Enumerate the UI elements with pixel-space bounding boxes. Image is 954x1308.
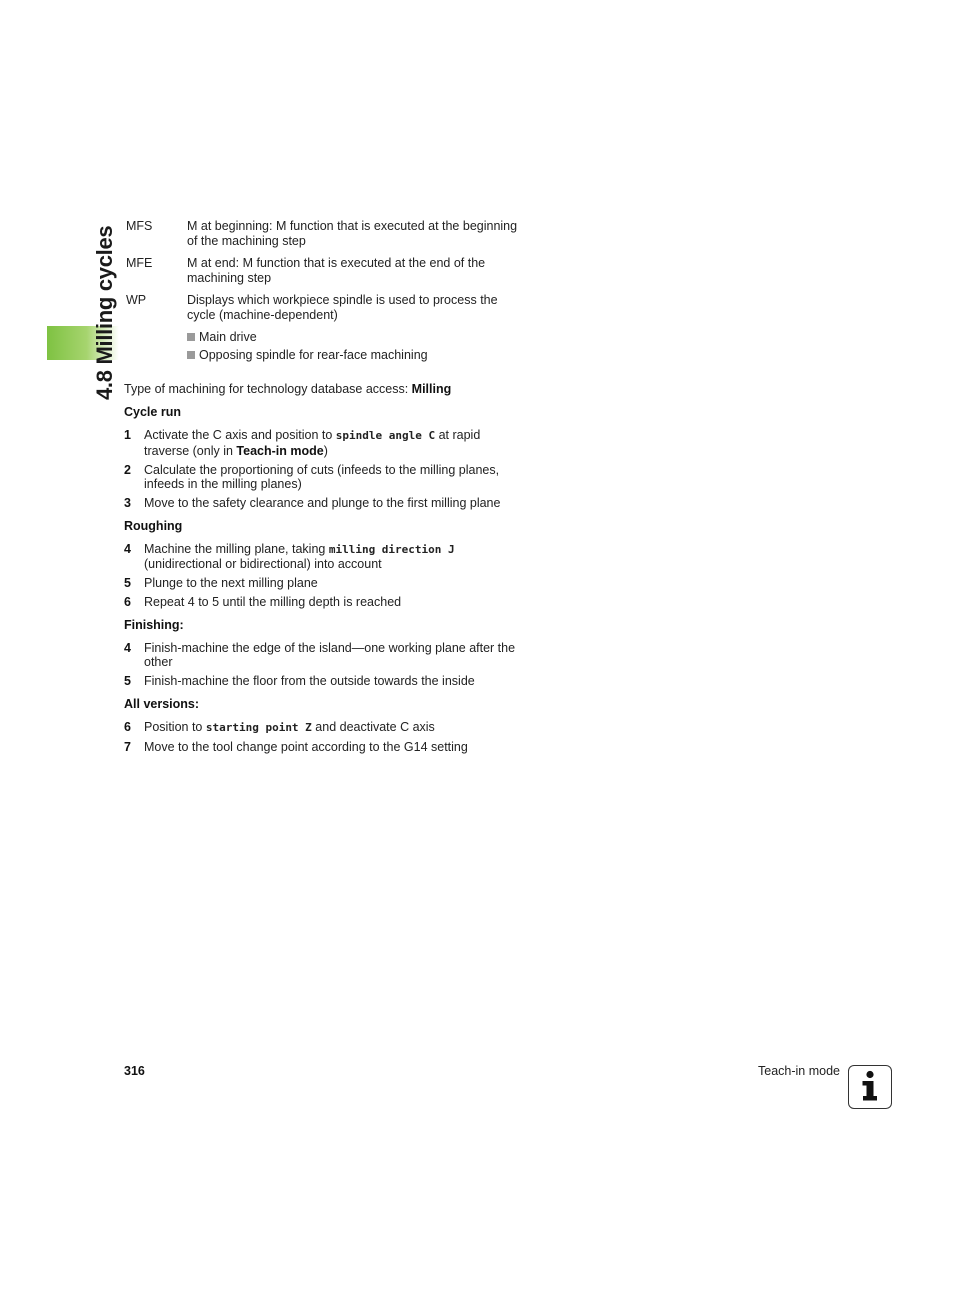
technology-value: Milling [411, 382, 452, 396]
step-number: 5 [124, 674, 131, 688]
parameter-description: Displays which workpiece spindle is used to process the cycle (machine-dependent) [187, 293, 498, 322]
chapter-label: Teach-in mode [758, 1064, 840, 1078]
page-number: 316 [124, 1064, 145, 1078]
heading-all-versions: All versions: [124, 696, 200, 711]
code-term: starting point Z [205, 720, 312, 734]
heading-finishing: Finishing: [124, 617, 184, 632]
step-number: 3 [124, 496, 131, 510]
technology-line: Type of machining for technology database access: Milling [124, 382, 452, 396]
step-item [124, 542, 524, 572]
step-text: Finish-machine the floor from the outside towards the inside [144, 674, 475, 688]
info-icon [848, 1065, 892, 1109]
list-item [187, 330, 526, 345]
step-number: 6 [124, 719, 131, 734]
parameter-row [126, 256, 526, 285]
step-number: 4 [124, 541, 131, 556]
step-item [124, 576, 524, 591]
step-text: Activate the C axis and position to spindle angle C at rapid traverse (only in Teach-in mode) [144, 428, 481, 458]
step-item [124, 463, 524, 492]
parameter-table [126, 219, 526, 366]
step-text: Move to the tool change point according to the G14 setting [144, 739, 468, 754]
step-number: 5 [124, 576, 131, 590]
step-item [124, 496, 524, 511]
parameter-row [126, 293, 526, 322]
step-text: Move to the safety clearance and plunge to the first milling plane [144, 496, 501, 510]
step-item [124, 428, 524, 458]
roughing-steps [124, 542, 524, 610]
step-item [124, 595, 524, 610]
parameter-row [126, 219, 526, 248]
step-number: 7 [124, 739, 131, 754]
parameter-description: M at beginning: M function that is executed at the beginning of the machining step [187, 219, 518, 248]
step-item [124, 740, 524, 755]
finishing-steps [124, 641, 524, 689]
step-text: Position to starting point Z and deactivate C axis [144, 719, 435, 734]
square-bullet-icon [187, 351, 195, 359]
square-bullet-icon [187, 333, 195, 341]
step-number: 6 [124, 595, 131, 609]
step-text: Calculate the proportioning of cuts (infeeds to the milling planes, infeeds in the milling planes) [144, 462, 500, 491]
code-term: milling direction J [328, 542, 455, 556]
step-item [124, 720, 524, 736]
step-text: Repeat 4 to 5 until the milling depth is reached [144, 595, 402, 609]
step-text: Finish-machine the edge of the island—one working plane after the other [144, 640, 516, 669]
parameter-key: MFS [126, 219, 153, 233]
cycle-run-steps [124, 428, 524, 511]
wp-option-list [187, 330, 526, 363]
heading-cycle-run: Cycle run [124, 405, 181, 419]
wp-option-label: Main drive [199, 330, 257, 344]
mode-name: Teach-in mode [236, 443, 324, 458]
parameter-description: M at end: M function that is executed at the end of the machining step [187, 256, 486, 285]
body-text [124, 382, 524, 762]
step-item [124, 674, 524, 689]
step-item [124, 641, 524, 670]
section-title: 4.8 Milling cycles [92, 225, 117, 400]
list-item [187, 348, 526, 363]
parameter-key: MFE [126, 256, 153, 270]
step-text: Plunge to the next milling plane [144, 576, 318, 590]
step-number: 4 [124, 640, 131, 655]
parameter-key: WP [126, 293, 147, 307]
wp-option-label: Opposing spindle for rear-face machining [199, 348, 428, 362]
step-number: 1 [124, 428, 131, 442]
code-term: spindle angle C [335, 429, 436, 442]
heading-roughing: Roughing [124, 518, 183, 533]
step-text: Machine the milling plane, taking milling direction J (unidirectional or bidirectional) into account [144, 541, 455, 571]
all-versions-steps [124, 720, 524, 755]
step-number: 2 [124, 462, 131, 477]
